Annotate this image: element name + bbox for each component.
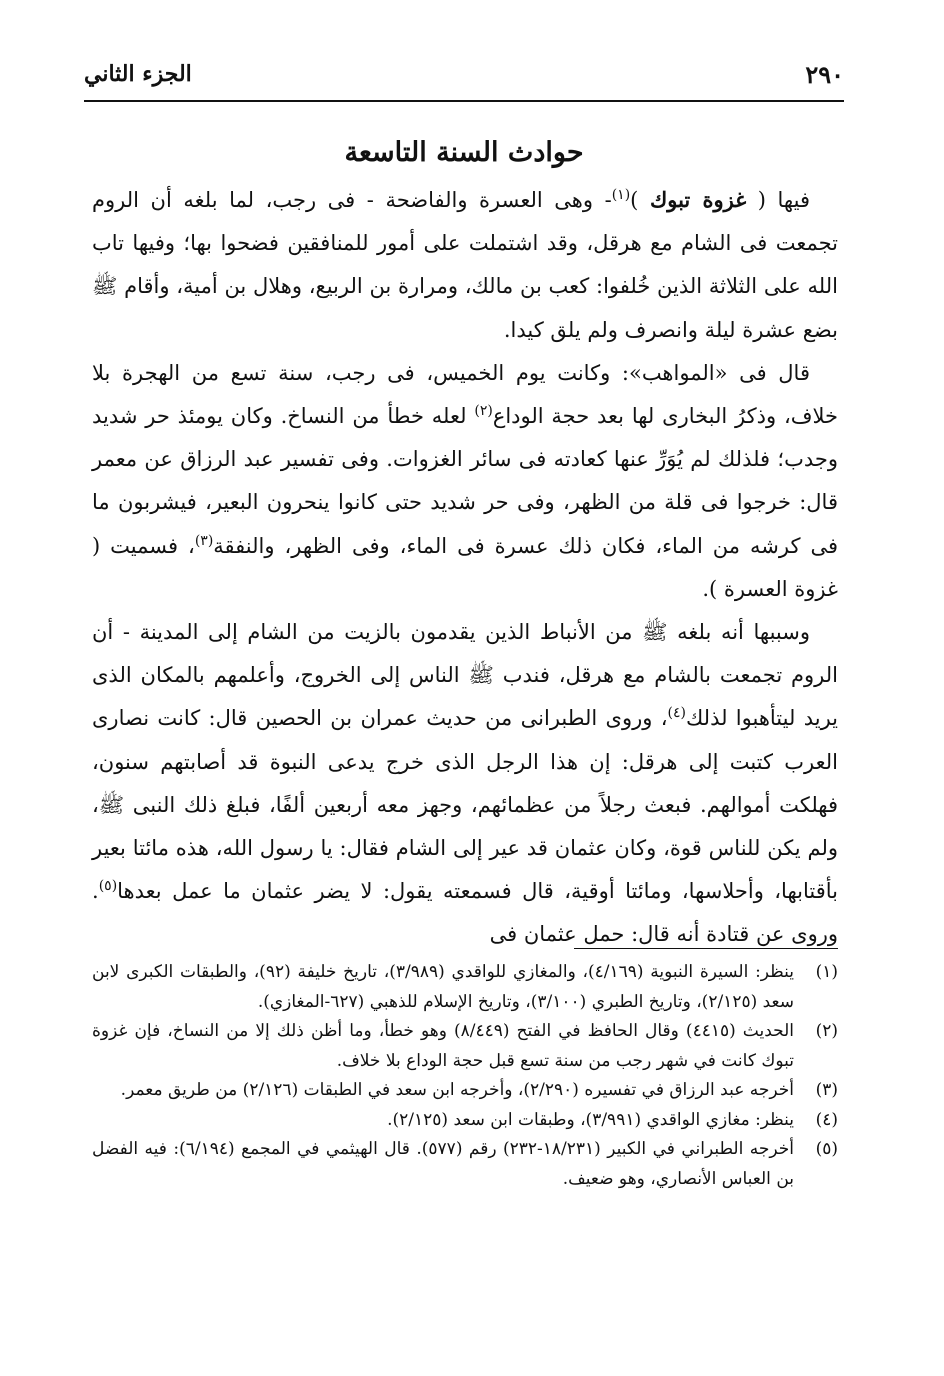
footnote-text: أخرجه الطبراني في الكبير (١٨/٢٣١-٢٣٢) رقم (٥٧٧). قال الهيثمي في المجمع (٦/١٩٤): فيه الفضل بن العباس الأنصاري، وهو ضعيف. <box>92 1139 794 1189</box>
paragraph-2-part2: لعله خطأ من النساخ. وكان يومئذ حر شديد وجدب؛ فلذلك لم يُوَرِّ عنها كعادته فى سائر الغزوات. وفى تفسير عبد الرزاق عن معمر قال: خرجوا فى قلة من الظهر، وفى حر شديد حتى كانوا ينحرون البعير، فيشربون ما فى كرشه من الماء، فكان ذلك عسرة فى الماء، وفى الظهر، والنفقة <box>92 404 838 558</box>
footnote-marker: (٢) <box>815 1021 838 1041</box>
paragraph-1-lead: فيها ( <box>757 188 810 212</box>
footnotes <box>92 958 838 1194</box>
chapter-title: حوادث السنة التاسعة <box>344 137 584 168</box>
paragraph-2 <box>92 352 838 611</box>
footnote-ref-4: (٤) <box>667 705 686 722</box>
paragraph-3-part3: . وروى عن قتادة أنه قال: حمل عثمان فى <box>92 879 838 947</box>
footnote-text: أخرجه عبد الرزاق في تفسيره (٢/٢٩٠)، وأخرجه ابن سعد في الطبقات (٢/١٢٦) من طريق معمر. <box>120 1080 794 1100</box>
footnote-5 <box>92 1135 838 1194</box>
footnote-marker: (٣) <box>815 1080 838 1100</box>
footnote-ref-3: (٣) <box>194 532 214 549</box>
paragraph-1-text: - وهى العسرة والفاضحة - فى رجب، لما بلغه أن الروم تجمعت فى الشام مع هرقل، وقد اشتملت على أمور للمنافقين فضحوا بها؛ وفيها تاب الله على الثلاثة الذين خُلفوا: كعب بن مالك، ومرارة بن الربيع، وهلال بن أمية، وأقام ﷺ بضع عشرة ليلة وانصرف ولم يلق كيدا. <box>92 188 838 342</box>
main-text <box>92 178 838 957</box>
footnote-divider <box>574 948 838 949</box>
page-header <box>84 52 844 96</box>
paragraph-1-bracket: ) <box>630 188 639 212</box>
footnote-text: الحديث (٤٤١٥) وقال الحافظ في الفتح (٨/٤٤٩) وهو خطأ، وما أظن ذلك إلا من النساخ، فإن غزوة تبوك كانت في شهر رجب من سنة تسع قبل حجة الوداع بلا خلاف. <box>92 1021 795 1071</box>
footnote-marker: (١) <box>815 962 838 982</box>
footnote-ref-1: (١) <box>611 187 631 203</box>
footnote-ref-5: (٥) <box>98 878 118 895</box>
expedition-name: غزوة تبوك <box>649 187 747 212</box>
header-divider <box>84 100 844 102</box>
paragraph-1 <box>92 178 838 352</box>
paragraph-2-part1: قال فى «المواهب»: وكانت يوم الخميس، فى رجب، سنة تسع من الهجرة بلا خلاف، وذكرُ البخارى لها بعد حجة الوداع <box>92 360 839 429</box>
running-title: الجزء الثاني <box>84 61 192 87</box>
footnote-2 <box>92 1017 838 1076</box>
footnote-text: ينظر: مغازي الواقدي (٣/٩٩١)، وطبقات ابن سعد (٢/١٢٥). <box>387 1109 794 1130</box>
page-number: ٢٩٠ <box>805 59 844 89</box>
footnote-marker: (٤) <box>815 1109 838 1130</box>
footnote-4 <box>92 1106 838 1136</box>
footnote-3 <box>92 1076 838 1106</box>
footnote-1 <box>92 958 838 1017</box>
paragraph-2-part3: ، فسميت ( غزوة العسرة ). <box>92 533 838 601</box>
paragraph-3-part1: وسببها أنه بلغه ﷺ من الأنباط الذين يقدمون بالزيت من الشام إلى المدينة - أن الروم تجمعت بالشام مع هرقل، فندب ﷺ الناس إلى الخروج، وأعلمهم بالمكان الذى يريد ليتأهبوا لذلك <box>92 620 839 731</box>
paragraph-3-part2: ، وروى الطبرانى من حديث عمران بن الحصين قال: كانت نصارى العرب كتبت إلى هرقل: إن هذا الرجل الذى خرج يدعى النبوة قد أصابتهم سنون، فهلكت أموالهم. فبعث رجلاً من عظمائهم، وجهز معه أربعين ألفًا، فبلغ ذلك النبى ﷺ، ولم يكن للناس قوة، وكان عثمان قد عير إلى الشام فقال: يا رسول الله، هذه مائتا بعير بأقتابها، وأحلاسها، ومائتا أوقية، قال فسمعته يقول: لا يضر عثمان ما عمل بعدها <box>92 706 838 904</box>
footnote-marker: (٥) <box>815 1139 838 1159</box>
paragraph-3 <box>92 611 838 957</box>
footnote-ref-2: (٢) <box>474 403 493 420</box>
footnote-text: ينظر: السيرة النبوية (٤/١٦٩)، والمغازي للواقدي (٣/٩٨٩)، تاريخ خليفة (٩٢)، والطبقات الكبرى لابن سعد (٢/١٢٥)، وتاريخ الطبري (٣/١٠٠)، وتاريخ الإسلام للذهبي (٦٢٧-المغازي). <box>92 962 794 1012</box>
